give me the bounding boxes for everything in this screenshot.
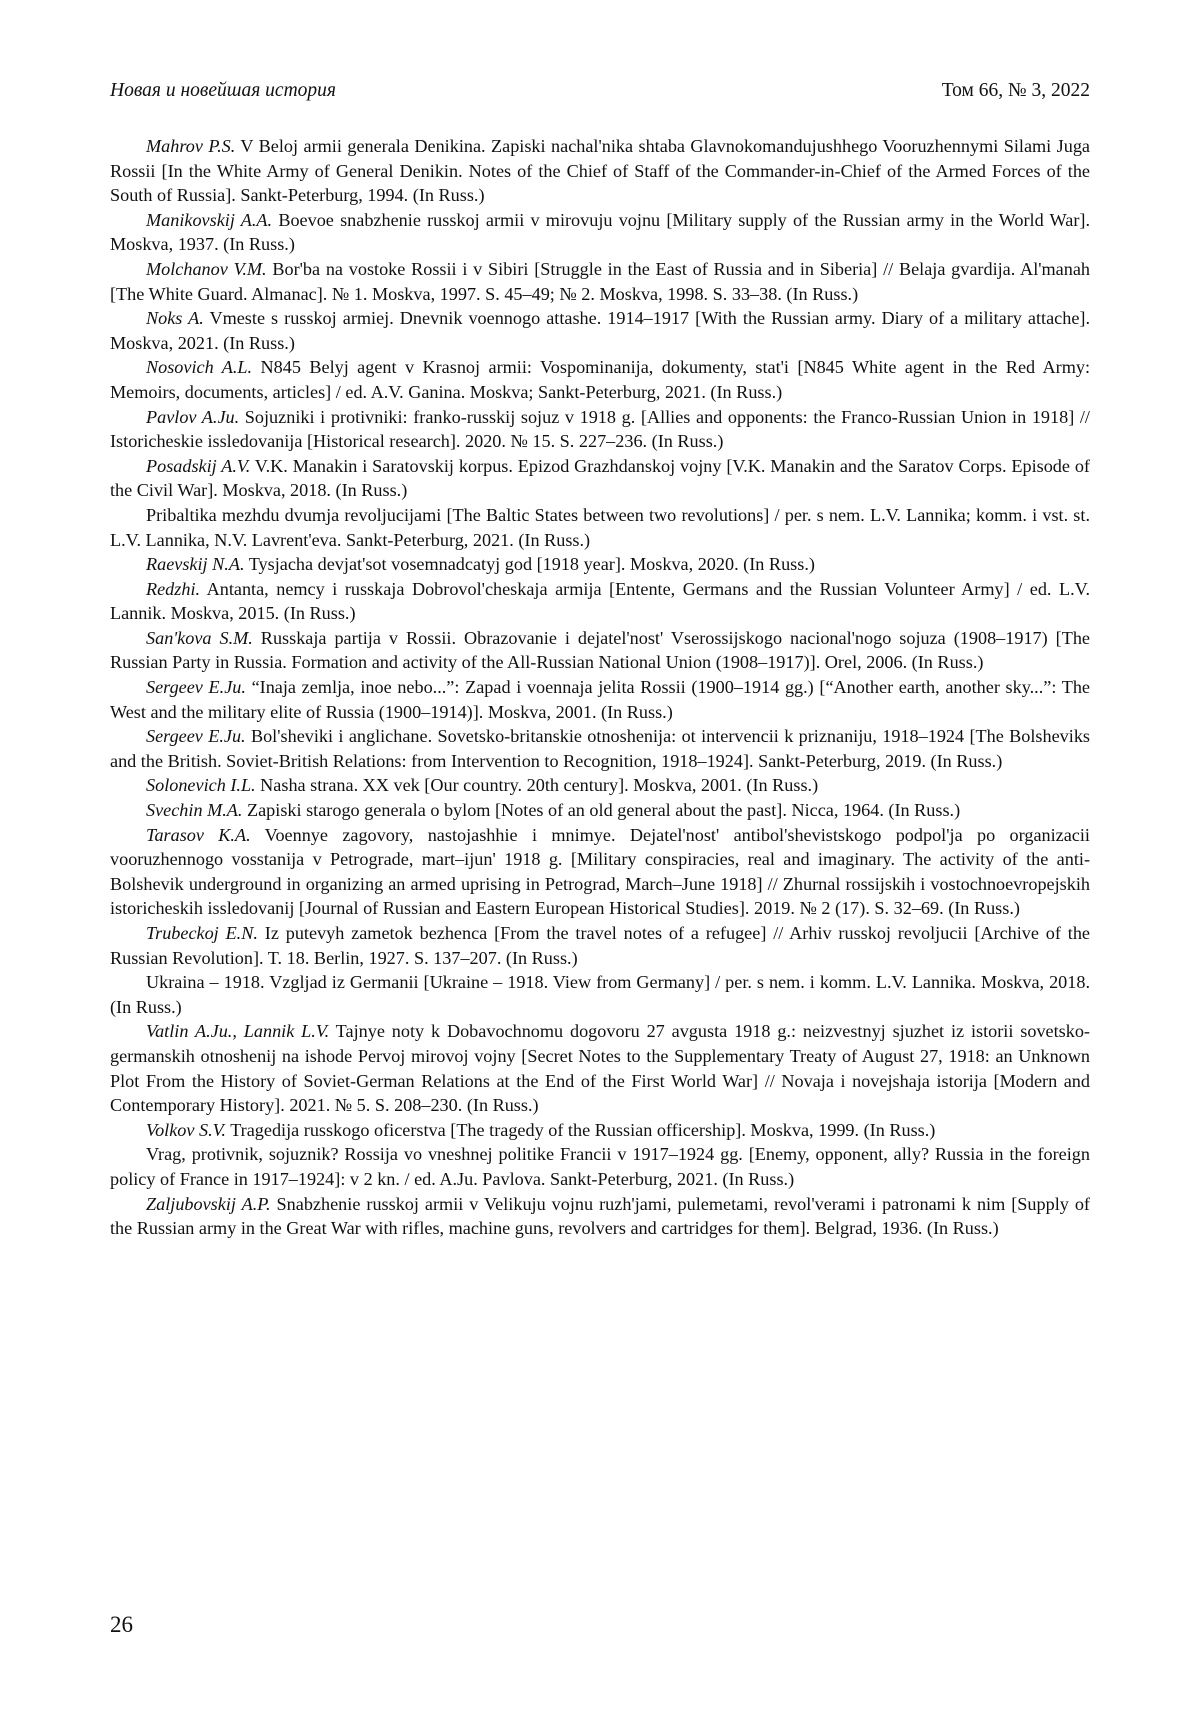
reference-item <box>110 405 1090 454</box>
reference-item <box>110 134 1090 208</box>
reference-item <box>110 675 1090 724</box>
reference-item <box>110 921 1090 970</box>
reference-text: Snabzhenie russkoj armii v Velikuju vojnu ruzh'jami, pulemetami, revol'verami i patronami k nim [Supply of the Russian army in the Great War with rifles, machine guns, revolvers and cartridges for them]. Belgrad, 1936. (In Russ.) <box>110 1193 1090 1239</box>
reference-text: Voennye zagovory, nastojashhie i mnimye. Dejatel'nost' antibol'shevistskogo podpol'ja po organizacii vooruzhennogo vosstanija v Petrograde, mart–ijun' 1918 g. [Military conspiracies, real and imaginary. The activity of the anti-Bolshevik underground in organizing an armed uprising in Petrograd, March–June 1918] // Zhurnal rossijskih i vostochnoevropejskih istoricheskih issledovanij [Journal of Russian and Eastern European Historical Studies]. 2019. № 2 (17). S. 32–69. (In Russ.) <box>110 824 1090 919</box>
reference-item <box>110 823 1090 921</box>
reference-author: Mahrov P.S. <box>146 136 236 156</box>
reference-item <box>110 1019 1090 1117</box>
reference-item <box>110 552 1090 577</box>
reference-item <box>110 798 1090 823</box>
reference-text: V.K. Manakin i Saratovskij korpus. Epizod Grazhdanskoj vojny [V.K. Manakin and the Saratov Corps. Episode of the Civil War]. Moskva, 2018. (In Russ.) <box>110 455 1090 501</box>
reference-item <box>110 1118 1090 1143</box>
reference-item <box>110 454 1090 503</box>
reference-item <box>110 970 1090 1019</box>
volume-issue: Том 66, № 3, 2022 <box>941 80 1090 101</box>
reference-author: Raevskij N.A. <box>146 554 245 575</box>
reference-author: Tarasov K.A. <box>146 824 251 845</box>
reference-item <box>110 355 1090 404</box>
reference-text: Nasha strana. XX vek [Our country. 20th century]. Moskva, 2001. (In Russ.) <box>255 775 819 796</box>
running-header <box>110 80 1090 110</box>
reference-author: Nosovich A.L. <box>146 357 253 378</box>
reference-item <box>110 306 1090 355</box>
reference-text: Antanta, nemcy i russkaja Dobrovol'cheskaja armija [Entente, Germans and the Russian Volunteer Army] / ed. L.V. Lannik. Moskva, 2015. (In Russ.) <box>110 578 1090 624</box>
reference-text: Ukraina – 1918. Vzgljad iz Germanii [Ukraine – 1918. View from Germany] / per. s nem. i komm. L.V. Lannika. Moskva, 2018. (In Russ.) <box>110 972 1090 1017</box>
reference-author: Sergeev E.Ju. <box>146 726 246 747</box>
reference-text: N845 Belyj agent v Krasnoj armii: Vospominanija, dokumenty, stat'i [N845 White agent in the Red Army: Memoirs, documents, articles] / ed. A.V. Ganina. Moskva; Sankt-Peterburg, 2021. (In Russ.) <box>110 357 1091 402</box>
reference-text: “Inaja zemlja, inoe nebo...”: Zapad i voennaja jelita Rossii (1900–1914 gg.) [“Another earth, another sky...”: The West and the military elite of Russia (1900–1914)]. Moskva, 2001. (In Russ.) <box>110 677 1090 722</box>
reference-text: Pribaltika mezhdu dvumja revoljucijami [The Baltic States between two revolutions] / per. s nem. L.V. Lannika; komm. i vst. st. L.V. Lannika, N.V. Lavrent'eva. Sankt-Peterburg, 2021. (In Russ.) <box>110 504 1090 550</box>
reference-text: Boevoe snabzhenie russkoj armii v mirovuju vojnu [Military supply of the Russian army in the World War]. Moskva, 1937. (In Russ.) <box>110 209 1090 255</box>
reference-author: Trubeckoj E.N. <box>146 923 258 943</box>
reference-author: San'kova S.M. <box>146 627 253 648</box>
reference-text: Vrag, protivnik, sojuznik? Rossija vo vneshnej politike Francii v 1917–1924 gg. [Enemy, opponent, ally? Russia in the foreign policy of France in 1917–1924]: v 2 kn. / ed. A.Ju. Pavlova. Sankt-Peterburg, 2021. (In Russ.) <box>110 1144 1090 1189</box>
reference-item <box>110 1192 1090 1241</box>
reference-text: Vmeste s russkoj armiej. Dnevnik voennogo attashe. 1914–1917 [With the Russian army. Diary of a military attache]. Moskva, 2021. (In Russ.) <box>110 308 1090 353</box>
reference-text: V Beloj armii generala Denikina. Zapiski nachal'nika shtaba Glavnokomandujushhego Vooruzhennymi Silami Juga Rossii [In the White Army of General Denikin. Notes of the Chief of Staff of the Commander-in-Chief of the Armed Forces of the South of Russia]. Sankt-Peterburg, 1994. (In Russ.) <box>110 136 1090 206</box>
reference-author: Vatlin A.Ju., Lannik L.V. <box>146 1021 330 1042</box>
reference-author: Volkov S.V. <box>146 1119 226 1140</box>
reference-text: Tragedija russkogo oficerstva [The tragedy of the Russian officership]. Moskva, 1999. (In Russ.) <box>225 1119 936 1140</box>
reference-author: Molchanov V.M. <box>146 258 267 279</box>
reference-item <box>110 208 1090 257</box>
reference-item <box>110 503 1090 552</box>
journal-title: Новая и новейшая история <box>110 80 336 101</box>
reference-author: Noks A. <box>146 308 204 329</box>
reference-item <box>110 1142 1090 1191</box>
reference-author: Solonevich I.L. <box>146 775 256 796</box>
reference-author: Manikovskij A.A. <box>146 209 273 230</box>
page-number: 26 <box>110 1612 133 1637</box>
reference-item <box>110 773 1090 798</box>
reference-text: Russkaja partija v Rossii. Obrazovanie i dejatel'nost' Vserossijskogo nacional'nogo sojuza (1908–1917) [The Russian Party in Russia. Formation and activity of the All-Russian National Union (1908–1917)]. Orel, 2006. (In Russ.) <box>110 627 1091 673</box>
reference-text: Bol'sheviki i anglichane. Sovetsko-britanskie otnoshenija: ot intervencii k priznaniju, 1918–1924 [The Bolsheviks and the British. Soviet-British Relations: from Intervention to Recognition, 1918–1924]. Sankt-Peterburg, 2019. (In Russ.) <box>110 726 1090 771</box>
reference-item <box>110 577 1090 626</box>
reference-item <box>110 626 1090 675</box>
reference-author: Pavlov A.Ju. <box>146 406 240 427</box>
reference-text: Sojuzniki i protivniki: franko-russkij sojuz v 1918 g. [Allies and opponents: the Franco-Russian Union in 1918] // Istoricheskie issledovanija [Historical research]. 2020. № 15. S. 227–236. (In Russ.) <box>110 406 1090 452</box>
reference-item <box>110 724 1090 773</box>
reference-author: Zaljubovskij A.P. <box>146 1193 271 1214</box>
reference-author: Sergeev E.Ju. <box>146 677 246 698</box>
reference-text: Tysjacha devjat'sot vosemnadcatyj god [1918 year]. Moskva, 2020. (In Russ.) <box>244 554 815 575</box>
reference-author: Posadskij A.V. <box>146 455 251 476</box>
reference-item <box>110 257 1090 306</box>
reference-text: Iz putevyh zametok bezhenca [From the travel notes of a refugee] // Arhiv russkoj revoljucii [Archive of the Russian Revolution]. T. 18. Berlin, 1927. S. 137–207. (In Russ.) <box>110 923 1091 968</box>
reference-text: Tajnye noty k Dobavochnomu dogovoru 27 avgusta 1918 g.: neizvestnyj sjuzhet iz istorii sovetsko-germanskih otnoshenij na ishode Pervoj mirovoj vojny [Secret Notes to the Supplementary Treaty of August 27, 1918: an Unknown Plot From the History of Soviet-German Relations at the End of the First World War] // Novaja i novejshaja istorija [Modern and Contemporary History]. 2021. № 5. S. 208–230. (In Russ.) <box>110 1021 1090 1116</box>
reference-author: Redzhi. <box>146 578 201 599</box>
reference-list <box>110 134 1090 1241</box>
reference-text: Zapiski starogo generala o bylom [Notes of an old general about the past]. Nicca, 1964. (In Russ.) <box>242 800 961 821</box>
reference-author: Svechin M.A. <box>146 800 243 821</box>
reference-text: Bor'ba na vostoke Rossii i v Sibiri [Struggle in the East of Russia and in Siberia] // Belaja gvardija. Al'manah [The White Guard. Almanac]. № 1. Moskva, 1997. S. 45–49; № 2. Moskva, 1998. S. 33–38. (In Russ.) <box>110 258 1090 304</box>
